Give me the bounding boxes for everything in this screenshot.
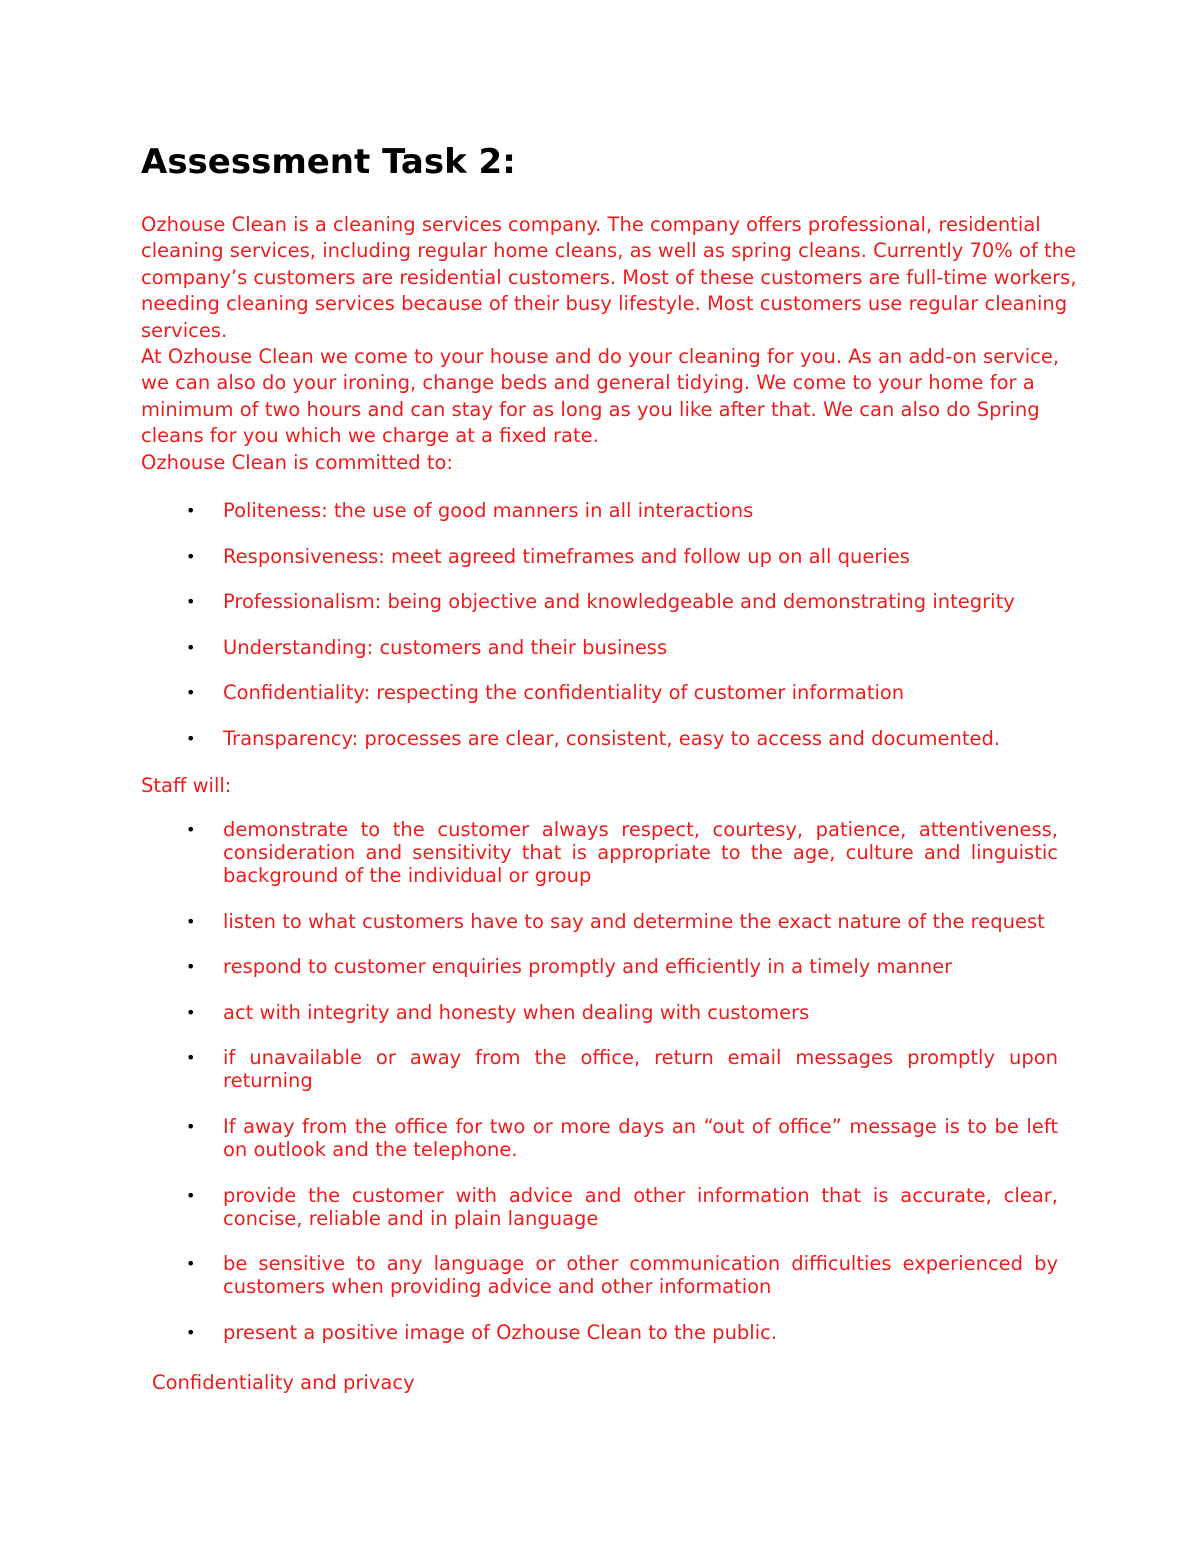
intro-paragraph: At Ozhouse Clean we come to your house and do your cleaning for you. As an add-on service, we can also do your ironing, change beds and general tidying. We come to your home for a minimum of two hours and can stay for as long as you like after that. We can also do Spring cleans for you which we charge at a fixed rate. bbox=[141, 345, 1060, 448]
bullet-icon: • bbox=[186, 637, 196, 657]
list-item-text: act with integrity and honesty when dealing with customers bbox=[223, 1000, 810, 1024]
list-item-text: be sensitive to any language or other communication difficulties experienced by customers when providing advice and other information bbox=[223, 1252, 1058, 1299]
bullet-icon: • bbox=[186, 957, 196, 977]
bullet-icon: • bbox=[186, 911, 196, 931]
list-item bbox=[186, 636, 1015, 659]
bullet-icon: • bbox=[186, 592, 196, 612]
list-item bbox=[186, 1184, 1058, 1230]
committed-label: Ozhouse Clean is committed to: bbox=[141, 450, 453, 474]
list-item bbox=[186, 1001, 1058, 1024]
list-item bbox=[186, 1252, 1058, 1298]
staff-label: Staff will: bbox=[141, 774, 232, 797]
list-item-text: Responsiveness: meet agreed timeframes and follow up on all queries bbox=[223, 544, 910, 568]
list-item-text: present a positive image of Ozhouse Clean to the public. bbox=[223, 1320, 778, 1344]
list-item bbox=[186, 818, 1058, 887]
bullet-icon: • bbox=[186, 1322, 196, 1342]
list-item-text: demonstrate to the customer always respect, courtesy, patience, attentiveness, consideration and sensitivity that is appropriate to the age, culture and linguistic background of the individual or group bbox=[223, 818, 1058, 887]
list-item-text: Transparency: processes are clear, consistent, easy to access and documented. bbox=[223, 726, 1001, 750]
bullet-icon: • bbox=[186, 1116, 196, 1136]
list-item-text: listen to what customers have to say and determine the exact nature of the request bbox=[223, 909, 1045, 933]
list-item bbox=[186, 727, 1015, 750]
list-item-text: respond to customer enquiries promptly and efficiently in a timely manner bbox=[223, 955, 953, 979]
bullet-icon: • bbox=[186, 1002, 196, 1022]
bullet-icon: • bbox=[186, 546, 196, 566]
bullet-icon: • bbox=[186, 501, 196, 520]
bullet-icon: • bbox=[186, 1254, 196, 1274]
list-item-text: Understanding: customers and their business bbox=[223, 635, 668, 659]
list-item bbox=[186, 1115, 1058, 1161]
intro-paragraph: Ozhouse Clean is a cleaning services company. The company offers professional, residential cleaning services, including regular home cleans, as well as spring cleans. Currently 70% of the company’s customers are residential customers. Most of these customers are full-time workers, needing cleaning services because of their busy lifestyle. Most customers use regular cleaning services. bbox=[141, 213, 1077, 342]
bullet-icon: • bbox=[186, 1048, 196, 1068]
list-item bbox=[186, 955, 1058, 978]
list-item-text: Politeness: the use of good manners in all interactions bbox=[223, 499, 754, 522]
section-heading: Confidentiality and privacy bbox=[152, 1371, 415, 1394]
list-item bbox=[186, 499, 1015, 522]
document-title: Assessment Task 2: bbox=[141, 142, 516, 182]
list-item bbox=[186, 545, 1015, 568]
list-item bbox=[186, 910, 1058, 933]
staff-list bbox=[186, 818, 1058, 1366]
list-item bbox=[186, 590, 1015, 613]
bullet-icon: • bbox=[186, 1185, 196, 1205]
list-item-text: provide the customer with advice and other information that is accurate, clear, concise, reliable and in plain language bbox=[223, 1183, 1058, 1230]
list-item bbox=[186, 681, 1015, 704]
list-item-text: Professionalism: being objective and knowledgeable and demonstrating integrity bbox=[223, 590, 1015, 614]
list-item bbox=[186, 1046, 1058, 1092]
bullet-icon: • bbox=[186, 820, 196, 839]
intro-section bbox=[141, 212, 1081, 476]
bullet-icon: • bbox=[186, 728, 196, 748]
list-item-text: if unavailable or away from the office, return email messages promptly upon returning bbox=[223, 1046, 1058, 1093]
commitments-list bbox=[186, 499, 1015, 773]
list-item-text: Confidentiality: respecting the confidentiality of customer information bbox=[223, 681, 905, 705]
list-item bbox=[186, 1321, 1058, 1344]
list-item-text: If away from the office for two or more days an “out of office” message is to be left on outlook and the telephone. bbox=[223, 1114, 1058, 1161]
bullet-icon: • bbox=[186, 683, 196, 703]
